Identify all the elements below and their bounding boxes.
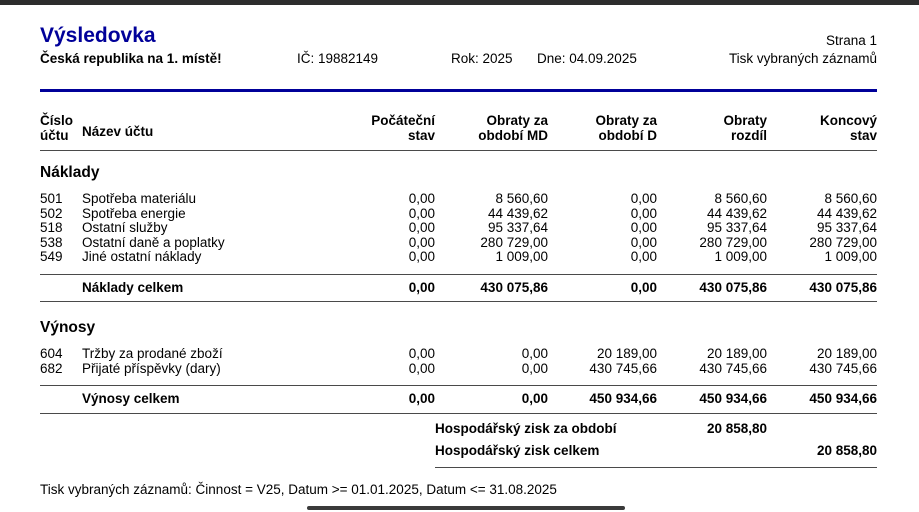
cell-koncovy: 95 337,64 — [816, 220, 877, 235]
table-row — [40, 236, 877, 251]
cell-obraty-d: 430 745,66 — [589, 360, 657, 376]
naklady-total-row — [40, 274, 877, 303]
cell-cislo: 604 — [40, 346, 63, 361]
cell-nazev: Přijaté příspěvky (dary) — [82, 360, 221, 376]
cell-obraty-md: 1 009,00 — [495, 249, 548, 264]
section-rows — [40, 347, 877, 376]
cell-pocatecni: 0,00 — [408, 191, 435, 206]
total-obraty-md: 0,00 — [521, 391, 548, 406]
cell-obraty-md: 44 439,62 — [487, 205, 548, 221]
table-row — [40, 347, 877, 362]
col-header-cislo-uctu: Číslo účtu — [40, 113, 74, 143]
cell-nazev: Jiné ostatní náklady — [82, 249, 202, 264]
cell-pocatecni: 0,00 — [408, 346, 435, 361]
total-obraty-d: 0,00 — [630, 279, 657, 295]
cell-cislo: 682 — [40, 360, 63, 376]
cell-cislo: 549 — [40, 249, 63, 264]
vynosy-total-row — [40, 385, 877, 414]
cell-obraty-md: 95 337,64 — [487, 220, 548, 235]
cell-obraty-d: 0,00 — [630, 234, 657, 250]
cell-pocatecni: 0,00 — [408, 220, 435, 235]
print-mode-label: Tisk vybraných záznamů — [728, 51, 877, 66]
cell-obraty-md: 0,00 — [521, 346, 548, 361]
section-vynosy — [40, 319, 877, 414]
page-number: Strana 1 — [825, 33, 877, 48]
cell-koncovy: 430 745,66 — [809, 360, 877, 376]
report-page — [40, 5, 877, 497]
section-naklady — [40, 164, 877, 302]
col-header-koncovy-stav: Koncový stav — [819, 113, 877, 143]
profit-total-value: 20 858,80 — [816, 442, 877, 458]
cell-rozdil: 1 009,00 — [714, 249, 767, 264]
cell-rozdil: 44 439,62 — [706, 205, 767, 221]
col-header-obraty-md: Obraty za období MD — [478, 113, 548, 143]
total-pocatecni: 0,00 — [408, 279, 435, 295]
profit-period-koncovy — [767, 422, 877, 436]
report-header — [40, 5, 877, 92]
cell-obraty-d: 0,00 — [630, 191, 657, 206]
total-label: Náklady celkem — [82, 279, 184, 295]
profit-total-row — [435, 444, 877, 458]
total-rozdil: 450 934,66 — [699, 391, 767, 406]
cell-cislo: 502 — [40, 205, 63, 221]
company-name: Česká republika na 1. místě! — [40, 51, 222, 66]
cell-cislo: 518 — [40, 220, 63, 235]
cell-rozdil: 280 729,00 — [699, 234, 767, 250]
total-koncovy: 450 934,66 — [809, 391, 877, 406]
cell-obraty-d: 20 189,00 — [596, 346, 657, 361]
total-rozdil: 430 075,86 — [699, 279, 767, 295]
cell-cislo: 538 — [40, 234, 63, 250]
section-title: Náklady — [40, 164, 100, 181]
cell-obraty-md: 0,00 — [521, 360, 548, 376]
cell-rozdil: 20 189,00 — [706, 346, 767, 361]
cell-nazev: Spotřeba materiálu — [82, 191, 197, 206]
table-header-row — [40, 92, 877, 151]
profit-total-label: Hospodářský zisk celkem — [435, 442, 600, 458]
cell-rozdil: 95 337,64 — [706, 220, 767, 235]
cell-cislo: 501 — [40, 191, 63, 206]
cell-obraty-d: 0,00 — [630, 249, 657, 264]
page-title: Výsledovka — [40, 24, 156, 47]
total-obraty-md: 430 075,86 — [480, 279, 548, 295]
cell-nazev: Tržby za prodané zboží — [82, 346, 223, 361]
cell-obraty-d: 0,00 — [630, 220, 657, 235]
cell-rozdil: 430 745,66 — [699, 360, 767, 376]
table-row — [40, 221, 877, 236]
report-date: Dne: 04.09.2025 — [537, 51, 637, 66]
cell-koncovy: 1 009,00 — [824, 249, 877, 264]
cell-pocatecni: 0,00 — [408, 234, 435, 250]
profit-total-rozdil — [657, 444, 767, 458]
cell-nazev: Ostatní služby — [82, 220, 168, 235]
profit-period-label: Hospodářský zisk za období — [435, 420, 617, 436]
total-label: Výnosy celkem — [82, 391, 180, 406]
table-row — [40, 250, 877, 265]
col-header-obraty-rozdil: Obraty rozdíl — [723, 113, 767, 143]
cell-koncovy: 20 189,00 — [816, 346, 877, 361]
table-row — [40, 192, 877, 207]
cell-koncovy: 8 560,60 — [824, 191, 877, 206]
cell-koncovy: 280 729,00 — [809, 234, 877, 250]
profit-period-row — [435, 422, 877, 436]
cell-obraty-md: 8 560,60 — [495, 191, 548, 206]
total-koncovy: 430 075,86 — [809, 279, 877, 295]
window-bottom-edge — [307, 506, 625, 510]
col-header-nazev-uctu: Název účtu — [82, 124, 154, 139]
total-pocatecni: 0,00 — [408, 391, 435, 406]
filter-note: Tisk vybraných záznamů: Činnost = V25, Datum >= 01.01.2025, Datum <= 31.08.2025 — [40, 481, 557, 497]
table-row — [40, 362, 877, 377]
cell-obraty-d: 0,00 — [630, 205, 657, 221]
profit-summary — [435, 422, 877, 468]
table-row — [40, 207, 877, 222]
report-year: Rok: 2025 — [451, 51, 513, 66]
col-header-obraty-d: Obraty za období D — [595, 113, 657, 143]
col-header-pocatecni-stav: Počáteční stav — [371, 113, 435, 143]
profit-period-value: 20 858,80 — [706, 420, 767, 436]
company-ic: IČ: 19882149 — [297, 51, 379, 66]
cell-pocatecni: 0,00 — [408, 205, 435, 221]
cell-pocatecni: 0,00 — [408, 249, 435, 264]
section-rows — [40, 192, 877, 265]
cell-rozdil: 8 560,60 — [714, 191, 767, 206]
section-title: Výnosy — [40, 319, 96, 336]
cell-koncovy: 44 439,62 — [816, 205, 877, 221]
cell-pocatecni: 0,00 — [408, 360, 435, 376]
cell-obraty-md: 280 729,00 — [480, 234, 548, 250]
cell-nazev: Spotřeba energie — [82, 205, 186, 221]
total-obraty-d: 450 934,66 — [589, 391, 657, 406]
cell-nazev: Ostatní daně a poplatky — [82, 234, 225, 250]
